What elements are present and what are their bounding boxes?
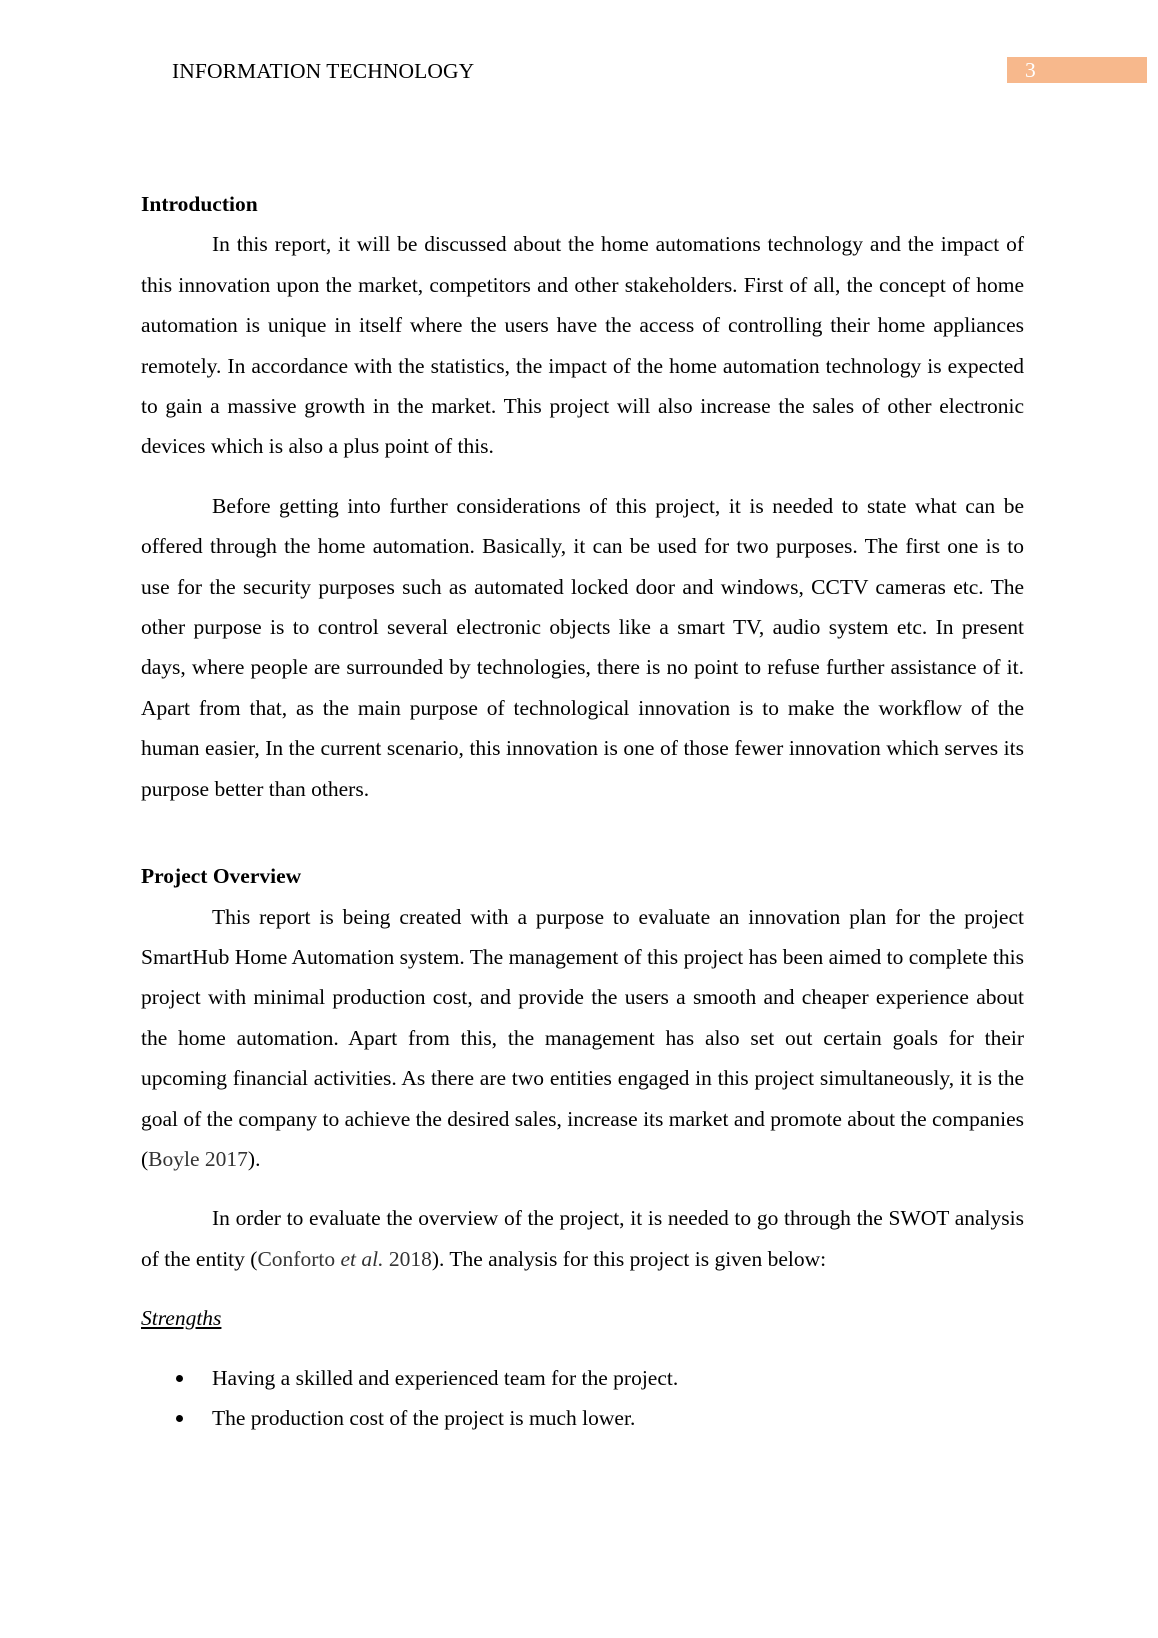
- strengths-item-text: Having a skilled and experienced team for the project.: [212, 1365, 679, 1390]
- introduction-heading: Introduction: [141, 192, 258, 216]
- project-overview-paragraph-1-end: ).: [247, 1146, 261, 1171]
- strengths-list-item: [141, 1398, 1024, 1438]
- bullet-icon: [176, 1375, 183, 1382]
- citation-conforto-author: Conforto: [257, 1246, 341, 1271]
- citation-conforto-etal: et al.: [340, 1246, 384, 1271]
- project-overview-heading: Project Overview: [141, 864, 302, 889]
- document-body: [141, 184, 1024, 1438]
- citation-conforto-year: 2018: [383, 1246, 432, 1271]
- project-overview-paragraph-2-end: ). The analysis for this project is given below:: [431, 1246, 827, 1271]
- introduction-paragraph-2: Before getting into further considerations of this project, it is needed to state what can be offered through the home automation. Basically, it can be used for two purposes. The first one is to use for the security purposes such as automated locked door and windows, CCTV cameras etc. The other purpose is to control several electronic objects like a smart TV, audio system etc. In present days, where people are surrounded by technologies, there is no point to refuse further assistance of it. Apart from that, as the main purpose of technological innovation is to make the workflow of the human easier, In the current scenario, this innovation is one of those fewer innovation which serves its purpose better than others.: [141, 493, 1024, 801]
- strengths-item-text: The production cost of the project is much lower.: [212, 1405, 636, 1430]
- introduction-paragraph-1: In this report, it will be discussed about the home automations technology and the impact of this innovation upon the market, competitors and other stakeholders. First of all, the concept of home automation is unique in itself where the users have the access of controlling their home appliances remotely. In accordance with the statistics, the impact of the home automation technology is expected to gain a massive growth in the market. This project will also increase the sales of other electronic devices which is also a plus point of this.: [141, 232, 1024, 459]
- project-overview-paragraph-2-text: In order to evaluate the overview of the project, it is needed to go through the SWOT analysis of the entity (: [141, 1206, 1024, 1271]
- strengths-heading: Strengths: [141, 1306, 222, 1331]
- strengths-list-item: [141, 1358, 1024, 1398]
- page-number: 3: [1025, 58, 1036, 82]
- citation-boyle: Boyle 2017: [148, 1146, 248, 1171]
- running-head: INFORMATION TECHNOLOGY: [172, 59, 475, 83]
- strengths-list: [141, 1358, 1024, 1439]
- project-overview-paragraph-1: [141, 897, 1024, 1180]
- bullet-icon: [176, 1415, 183, 1422]
- project-overview-paragraph-1-text: This report is being created with a purpose to evaluate an innovation plan for the project SmartHub Home Automation system. The management of this project has been aimed to complete this project with minimal production cost, and provide the users a smooth and cheaper experience about the home automation. Apart from this, the management has also set out certain goals for their upcoming financial activities. As there are two entities engaged in this project simultaneously, it is the goal of the company to achieve the desired sales, increase its market and promote about the companies (: [141, 904, 1024, 1171]
- page-number-box: [1007, 57, 1147, 83]
- project-overview-paragraph-2: [141, 1198, 1024, 1279]
